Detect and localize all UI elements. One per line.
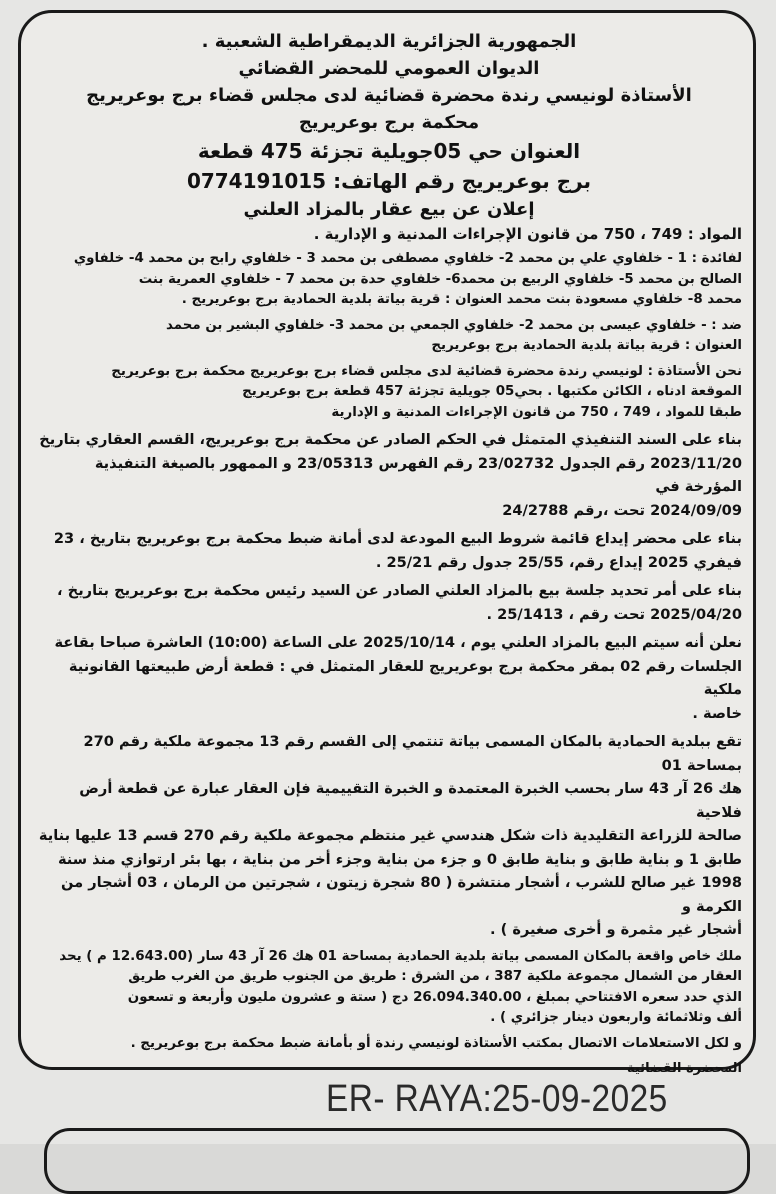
- deposit-paragraph: [36, 527, 742, 574]
- text-line: نعلن أنه سيتم البيع بالمزاد العلني يوم ، 2025/10/14 على الساعة (10:00) العاشرة صباحا بقاعة: [54, 634, 742, 651]
- text-line: تقع ببلدية الحمادية بالمكان المسمى بياتة تنتمي إلى القسم رقم 13 مجموعة ملكية رقم 270 بمساحة 01: [83, 733, 742, 774]
- bailiff-statement: [36, 362, 742, 424]
- articles-line: المواد : 749 ، 750 من قانون الإجراءات المدنية و الإدارية .: [313, 225, 742, 243]
- text-line: بناء على محضر إيداع قائمة شروط البيع المودعة لدى أمانة ضبط محكمة برج بوعريريج بتاريخ ، 23: [53, 530, 742, 547]
- phone-line: برج بوعريريج رقم الهاتف: 0774191015: [186, 169, 592, 193]
- text-line: العقار من الشمال مجموعة ملكية 387 ، من الشرق : طريق من الجنوب طريق من الغرب طريق: [128, 969, 742, 984]
- legal-notice: [36, 28, 742, 1079]
- signature: المحضرة القضائية: [627, 1061, 742, 1076]
- text-line: هك 26 آر 43 سار بحسب الخبرة المعتمدة و الخبرة التقييمية فإن العقار عبارة عن قطعة أرض فلاحية: [79, 780, 742, 821]
- text-line: الذي حدد سعره الافتتاحي بمبلغ ، 26.094.340.00 دج ( ستة و عشرون مليون وأربعة و تسعون: [127, 989, 742, 1005]
- text-line: الموقعة ادناه ، الكائن مكتبها . بحي05 جويلية تجزئة 457 قطعة برج بوعريريج: [242, 384, 742, 399]
- text-line: خاصة .: [692, 704, 742, 722]
- text-line: بناء على أمر تحديد جلسة بيع بالمزاد العلني الصادر عن السيد رئيس محكمة برج بوعريريج بتاريخ ،: [57, 582, 742, 599]
- sale-announcement: [36, 631, 742, 725]
- against-block: [36, 316, 742, 357]
- republic-heading: الجمهورية الجزائرية الديمقراطية الشعبية .: [201, 31, 577, 52]
- property-paragraph: [36, 947, 742, 1029]
- text-line: الجلسات رقم 02 بمقر محكمة برج بوعريريج للعقار المتمثل في : قطعة أرض طبيعتها القانونية ملكية: [68, 657, 742, 698]
- text-line: نحن الأستاذة : لونيسي رندة محضرة قضائية لدى مجلس قضاء برج بوعريريج محكمة برج بوعريريج: [111, 363, 742, 379]
- beneficiaries-block: [36, 249, 742, 311]
- text-line: صالحة للزراعة التقليدية ذات شكل هندسي غير منتظم مجموعة ملكية رقم 270 قسم 13 عليها بناية: [38, 827, 742, 844]
- ruling-paragraph: [36, 428, 742, 522]
- text-line: محمد 8- خلفاوي مسعودة بنت محمد العنوان : قرية بياتة بلدية الحمادية برج بوعريريج .: [181, 292, 742, 307]
- text-line: 2023/11/20 رقم الجدول 23/02732 رقم الفهرس 23/05313 و الممهور بالصيغة التنفيذية المؤرخة في: [94, 454, 742, 495]
- notice-title: إعلان عن بيع عقار بالمزاد العلني: [243, 199, 535, 220]
- text-line: طبقا للمواد ، 749 ، 750 من قانون الإجراءات المدنية و الإدارية: [331, 404, 742, 420]
- text-line: بناء على السند التنفيذي المتمثل في الحكم الصادر عن محكمة برج بوعريريج، القسم العقاري بتاريخ: [39, 431, 742, 448]
- text-line: فيفري 2025 إيداع رقم، 25/55 جدول رقم 25/21 .: [375, 553, 742, 571]
- text-line: 1998 غير صالح للشرب ، أشجار منتشرة ( 80 شجرة زيتون ، شجرتين من الرمان ، 03 أشجار من الكرمة و: [60, 874, 742, 915]
- location-paragraph: [36, 730, 742, 942]
- text-line: ضد : - خلفاوي عيسى بن محمد 2- خلفاوي الجمعي بن محمد 3- خلفاوي البشير بن محمد: [166, 317, 742, 333]
- text-line: ملك خاص واقعة بالمكان المسمى بياتة بلدية الحمادية بمساحة 01 هك 26 آر 43 سار (12.643.00 م ) يحد: [59, 948, 742, 964]
- contact-line: و لكل الاستعلامات الاتصال بمكتب الأستاذة لونيسي رندة أو بأمانة ضبط محكمة برج بوعريريج .: [130, 1035, 742, 1051]
- address-line: العنوان حي 05جويلية تجزئة 475 قطعة: [197, 139, 581, 163]
- order-paragraph: [36, 579, 742, 626]
- text-line: لفائدة : 1 - خلفاوي علي بن محمد 2- خلفاوي مصطفى بن محمد 3 - خلفاوي رابح بن محمد 4- خلفاوي: [73, 251, 742, 266]
- court-heading: محكمة برج بوعريريج: [298, 112, 480, 133]
- next-notice-frame: [44, 1128, 750, 1194]
- text-line: الصالح بن محمد 5- خلفاوي الربيع بن محمد6- خلفاوي حدة بن محمد 7 - خلفاوي العمرية بنت: [138, 271, 742, 287]
- publication-stamp: ER- RAYA:25-09-2025: [326, 1078, 668, 1120]
- text-line: ألف وثلاثمائة واربعون دينار جزائري ) .: [490, 1010, 742, 1025]
- text-line: 2025/04/20 تحت رقم ، 25/1413 .: [486, 605, 742, 623]
- text-line: 2024/09/09 تحت ،رقم 24/2788: [502, 501, 742, 519]
- text-line: العنوان : قرية بياتة بلدية الحمادية برج بوعريريج: [431, 338, 742, 353]
- text-line: طابق 1 و بناية طابق و بناية طابق 0 و جزء من بناية وجزء أخر من بناية ، بها بئر ارتوازي منذ سنة: [57, 850, 742, 868]
- office-heading: الديوان العمومي للمحضر القضائي: [238, 58, 540, 79]
- bailiff-heading: الأستاذة لونيسي رندة محضرة قضائية لدى مجلس قضاء برج بوعريريج: [86, 85, 692, 106]
- text-line: أشجار غير مثمرة و أخرى صغيرة ) .: [489, 921, 742, 938]
